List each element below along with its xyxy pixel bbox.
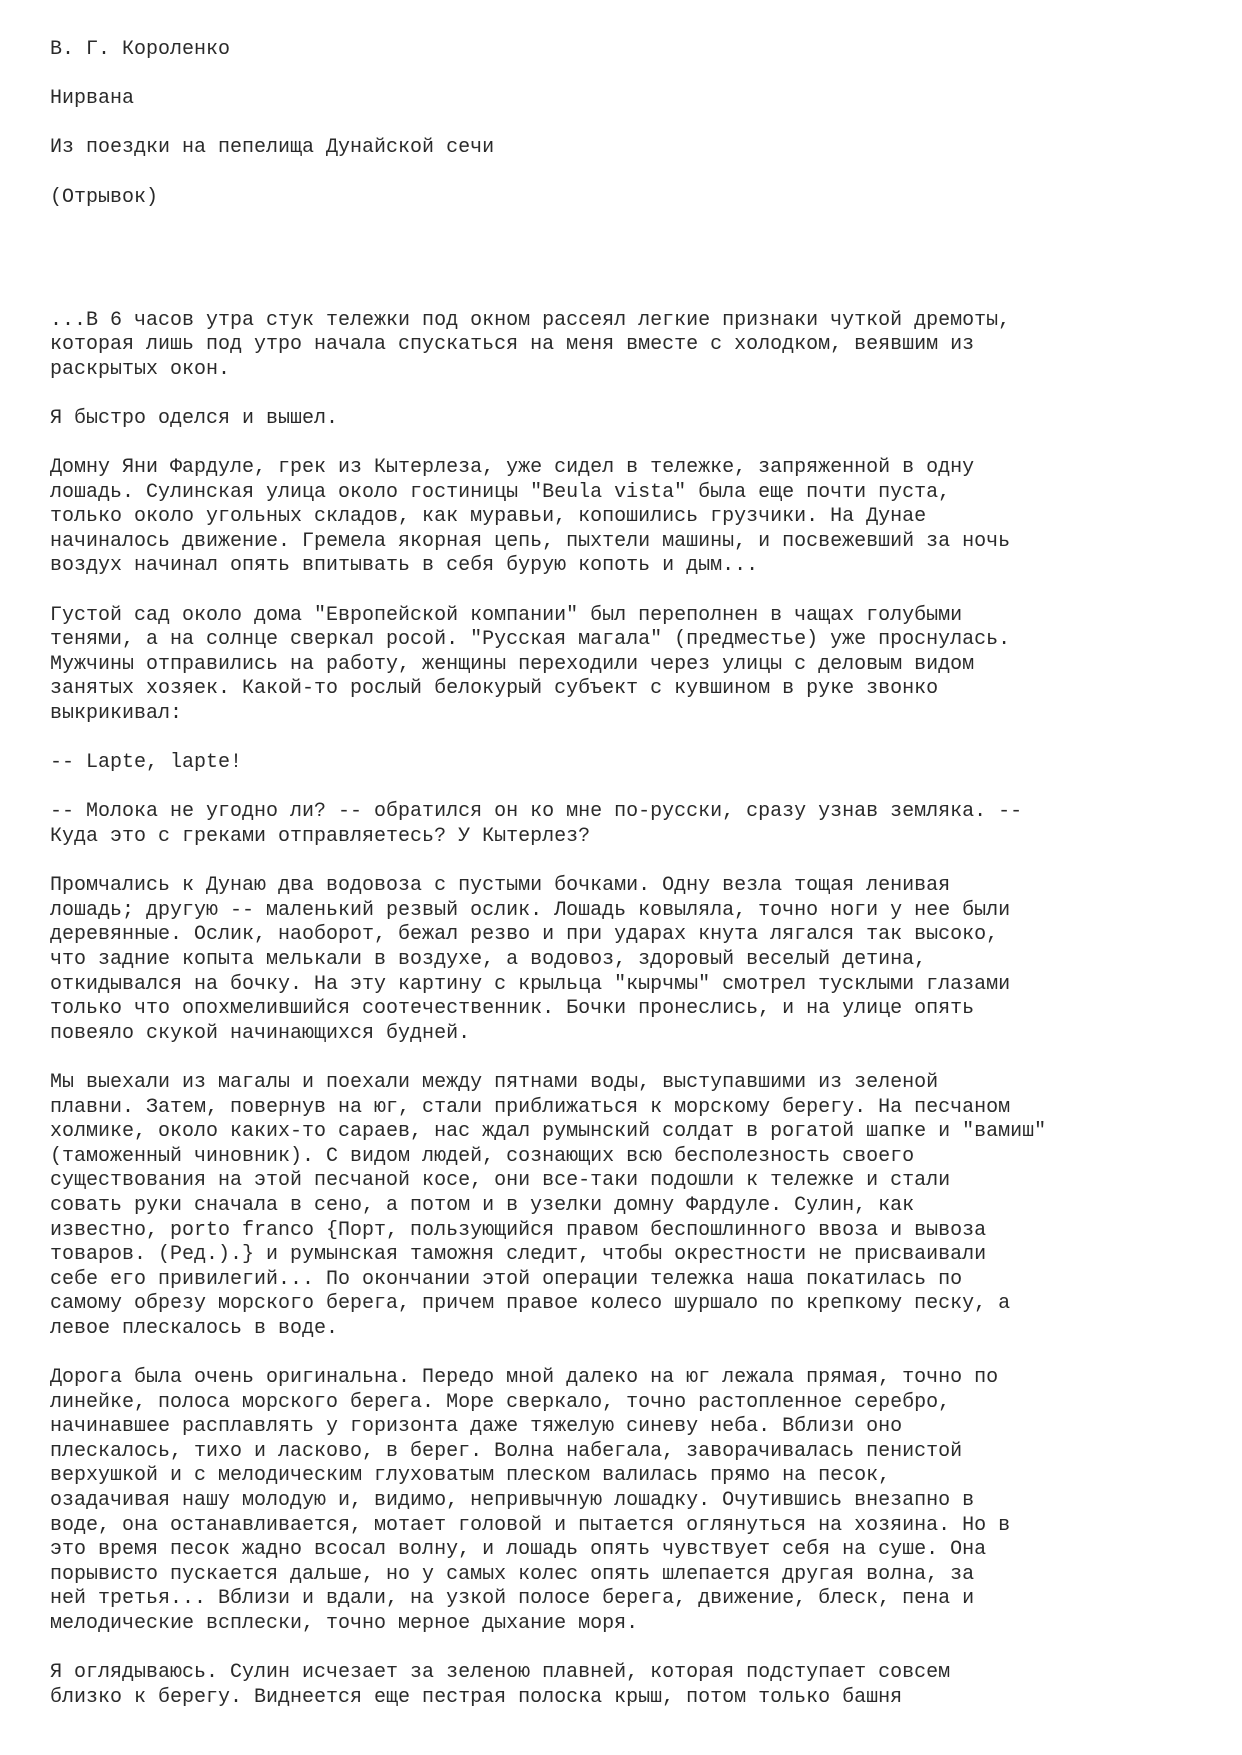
text-line: ней третья... Вблизи и вдали, на узкой полосе берега, движение, блеск, пена и (50, 1587, 975, 1611)
text-line (50, 235, 1210, 260)
text-line: выкрикивал: (50, 702, 183, 726)
text-line: В. Г. Короленко (50, 38, 231, 61)
text-line: начиналось движение. Гремела якорная цепь, пыхтели машины, и посвежевший за ночь (50, 529, 1011, 553)
text-line: занятых хозяек. Какой-то рослый белокурый субъект с кувшином в руке звонко (50, 677, 939, 701)
text-line (50, 1341, 1210, 1366)
text-line: Дорога была очень оригинальна. Передо мной далеко на юг лежала прямая, точно по (50, 1366, 999, 1390)
text-line: что задние копыта мелькали в воздухе, а водовоз, здоровый веселый детина, (50, 947, 927, 971)
text-line (50, 284, 1210, 309)
text-line: которая лишь под утро начала спускаться на меня вместе с холодком, веявшим из (50, 333, 975, 357)
text-line (50, 161, 1210, 186)
text-line: Нирвана (50, 87, 135, 111)
text-line: воде, она останавливается, мотает головой и пытается оглянуться на хозяина. Но в (50, 1513, 1011, 1537)
text-line: деревянные. Ослик, наоборот, бежал резво и при ударах кнута лягался так высоко, (50, 923, 999, 947)
text-line: Густой сад около дома "Европейской компании" был переполнен в чащах голубыми (50, 603, 963, 627)
document-page (50, 38, 1210, 1710)
text-line: только что опохмелившийся соотечественник. Бочки пронеслись, и на улице опять (50, 997, 975, 1021)
text-line: порывисто пускается дальше, но у самых колес опять шлепается другая волна, за (50, 1562, 975, 1586)
text-line: себе его привилегий... По окончании этой операции тележка наша покатилась по (50, 1267, 963, 1291)
text-line: повеяло скукой начинающихся будней. (50, 1021, 471, 1045)
text-line: лошадь. Сулинская улица около гостиницы "Beula vista" была еще почти пуста, (50, 480, 951, 504)
text-line: Мы выехали из магалы и поехали между пятнами воды, выступавшими из зеленой (50, 1070, 939, 1094)
text-line: совать руки сначала в сено, а потом и в узелки домну Фардуле. Сулин, как (50, 1193, 915, 1217)
text-line: начинавшее расплавлять у горизонта даже тяжелую синеву неба. Вблизи оно (50, 1415, 903, 1439)
text-line (50, 727, 1210, 752)
text-line: холмике, около каких-то сараев, нас ждал румынский солдат в рогатой шапке и "вамиш" (50, 1120, 1047, 1144)
text-line: лошадь; другую -- маленький резвый ослик. Лошадь ковыляла, точно ноги у нее были (50, 898, 1011, 922)
text-line: Мужчины отправились на работу, женщины переходили через улицы с деловым видом (50, 652, 975, 676)
text-line: тенями, а на солнце сверкал росой. "Русская магала" (предместье) уже проснулась. (50, 628, 1011, 652)
text-line: -- Молока не угодно ли? -- обратился он ко мне по-русски, сразу узнав земляка. -- (50, 800, 1023, 824)
text-line: линейке, полоса морского берега. Море сверкало, точно растопленное серебро, (50, 1390, 951, 1414)
text-line: плескалось, тихо и ласково, в берег. Волна набегала, заворачивалась пенистой (50, 1439, 963, 1463)
text-line: близко к берегу. Виднеется еще пестрая полоска крыш, потом только башня (50, 1685, 903, 1709)
text-line: (таможенный чиновник). С видом людей, сознающих всю бесполезность своего (50, 1144, 915, 1168)
text-line: (Отрывок) (50, 185, 159, 209)
text-line: ...В 6 часов утра стук тележки под окном рассеял легкие признаки чуткой дремоты, (50, 308, 1011, 332)
text-line: только около угольных складов, как муравьи, копошились грузчики. На Дунае (50, 505, 927, 529)
text-line: раскрытых окон. (50, 357, 231, 381)
text-line: Куда это с греками отправляетесь? У Кытерлез? (50, 825, 591, 848)
text-line: Из поездки на пепелища Дунайской сечи (50, 136, 495, 160)
text-line (50, 1046, 1210, 1071)
text-line: озадачивая нашу молодую и, видимо, непривычную лошадку. Очутившись внезапно в (50, 1489, 975, 1513)
text-line: товаров. (Ред.).} и румынская таможня следит, чтобы окрестности не присваивали (50, 1243, 987, 1267)
text-line: самому обрезу морского берега, причем правое колесо шуршало по крепкому песку, а (50, 1292, 1011, 1316)
text-line (50, 850, 1210, 875)
text-line: известно, porto franco {Порт, пользующийся правом беспошлинного ввоза и вывоза (50, 1218, 987, 1242)
text-line: -- Lapte, lapte! (50, 751, 243, 775)
text-line: Промчались к Дунаю два водовоза с пустыми бочками. Одну везла тощая ленивая (50, 874, 951, 898)
text-line: Я оглядываюсь. Сулин исчезает за зеленою плавней, которая подступает совсем (50, 1661, 951, 1685)
text-line: верхушкой и с мелодическим глуховатым плеском валилась прямо на песок, (50, 1464, 891, 1488)
text-line (50, 1637, 1210, 1662)
text-line: это время песок жадно всосал волну, и лошадь опять чувствует себя на суше. Она (50, 1538, 987, 1562)
text-line: существования на этой песчаной косе, они все-таки подошли к тележке и стали (50, 1169, 951, 1193)
text-line (50, 112, 1210, 137)
text-line: левое плескалось в воде. (50, 1316, 339, 1340)
text-line (50, 776, 1210, 801)
text-line: Я быстро оделся и вышел. (50, 406, 339, 430)
text-line (50, 63, 1210, 88)
text-line: воздух начинал опять впитывать в себя бурую копоть и дым... (50, 554, 759, 578)
text-line: Домну Яни Фардуле, грек из Кытерлеза, уже сидел в тележке, запряженной в одну (50, 456, 975, 480)
text-line (50, 579, 1210, 604)
text-line: откидывался на бочку. На эту картину с крыльца "кырчмы" смотрел тусклыми глазами (50, 972, 1011, 996)
text-line: мелодические всплески, точно мерное дыхание моря. (50, 1612, 639, 1635)
text-line (50, 210, 1210, 235)
text-line (50, 382, 1210, 407)
text-line (50, 432, 1210, 457)
text-line (50, 259, 1210, 284)
text-line: плавни. Затем, повернув на юг, стали приближаться к морскому берегу. На песчаном (50, 1095, 1011, 1119)
